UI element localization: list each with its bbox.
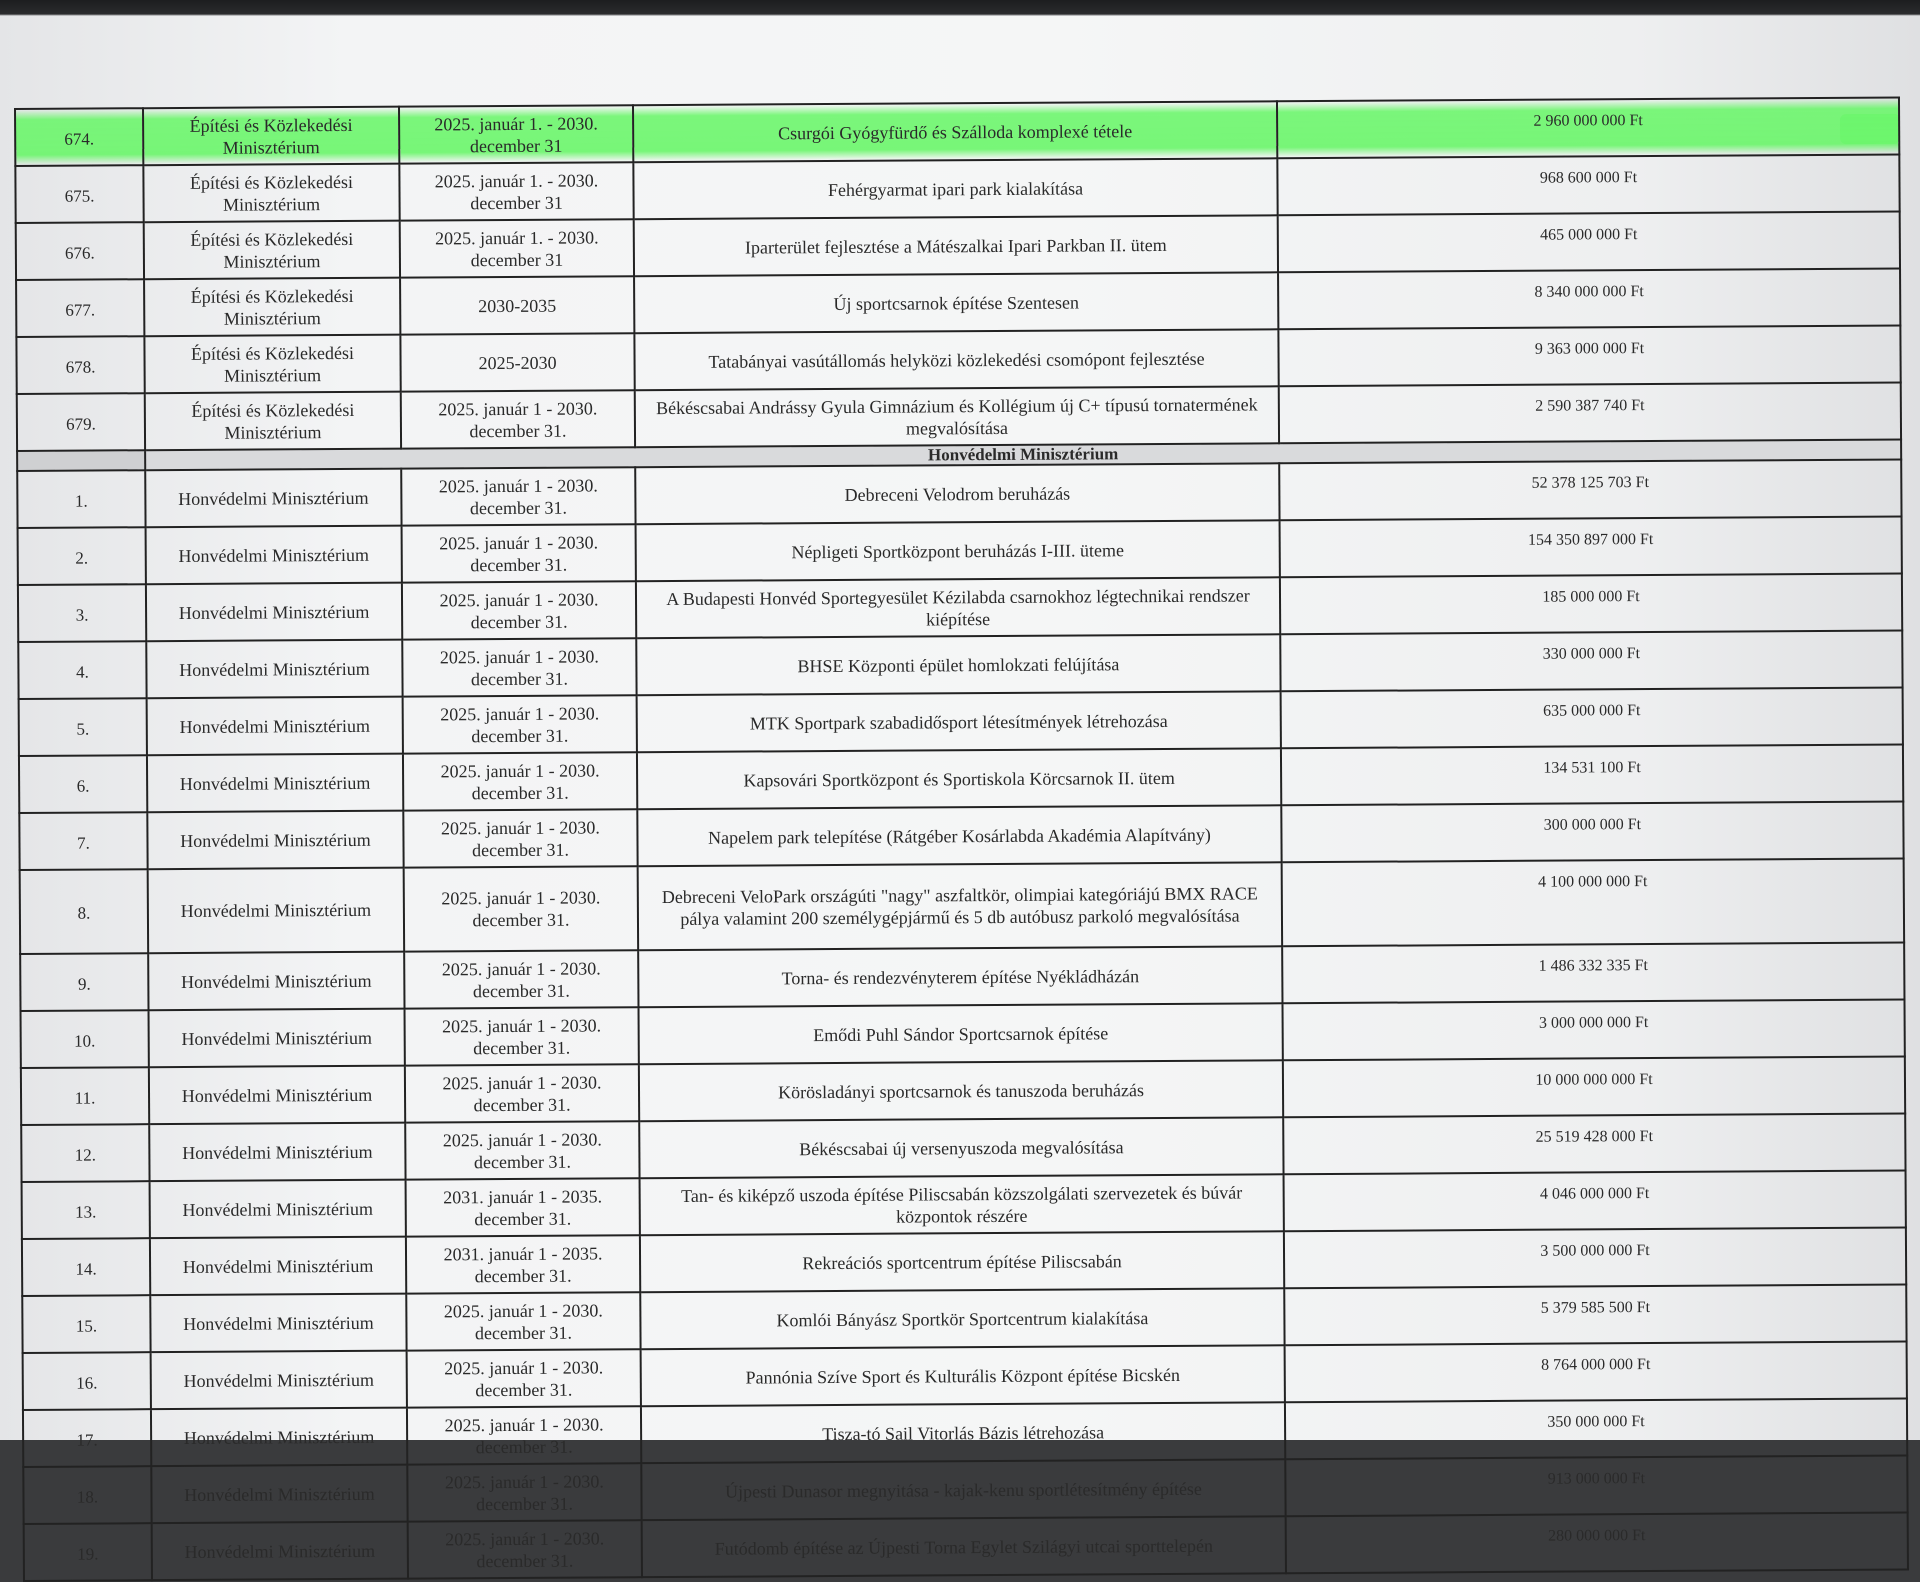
row-period: 2025-2030 [400, 333, 634, 391]
row-ministry: Honvédelmi Minisztérium [146, 640, 402, 699]
row-amount: 134 531 100 Ft [1281, 744, 1903, 805]
row-number: 675. [15, 165, 143, 223]
row-description: Komlói Bányász Sportkör Sportcentrum kialakítása [640, 1288, 1284, 1349]
table-row [24, 1512, 1908, 1581]
row-number: 676. [16, 222, 144, 280]
row-number: 15. [22, 1295, 150, 1353]
row-description: Tisza-tó Sail Vitorlás Bázis létrehozása [641, 1402, 1285, 1463]
row-period: 2025. január 1 - 2030. december 31. [405, 1007, 639, 1065]
row-number: 677. [16, 279, 144, 337]
row-ministry: Honvédelmi Minisztérium [146, 526, 402, 585]
row-amount: 968 600 000 Ft [1277, 154, 1899, 215]
row-description: Kapsovári Sportközpont és Sportiskola Körcsarnok II. ütem [637, 748, 1281, 809]
row-ministry: Építési és Közlekedési Minisztérium [145, 392, 401, 451]
row-period: 2025. január 1 - 2030. december 31. [405, 1121, 639, 1179]
row-ministry: Honvédelmi Minisztérium [151, 1351, 407, 1410]
row-number: 17. [23, 1409, 151, 1467]
row-period: 2025. január 1. - 2030. december 31 [399, 162, 633, 220]
row-number: 13. [22, 1181, 150, 1239]
row-ministry: Honvédelmi Minisztérium [146, 583, 402, 642]
row-amount: 1 486 332 335 Ft [1282, 942, 1904, 1003]
row-description: Új sportcsarnok építése Szentesen [634, 272, 1278, 333]
row-amount: 10 000 000 000 Ft [1283, 1056, 1905, 1117]
row-period: 2025. január 1 - 2030. december 31. [402, 524, 636, 582]
row-amount: 913 000 000 Ft [1285, 1455, 1907, 1516]
row-amount: 52 378 125 703 Ft [1279, 459, 1901, 520]
row-amount: 8 764 000 000 Ft [1285, 1341, 1907, 1402]
row-ministry: Honvédelmi Minisztérium [148, 952, 404, 1011]
project-table [14, 96, 1909, 1581]
row-number: 2. [18, 527, 146, 585]
row-number: 8. [20, 869, 149, 954]
row-description: Futódomb építése az Újpesti Torna Egylet Szilágyi utcai sporttelepén [642, 1516, 1286, 1577]
row-period: 2025. január 1 - 2030. december 31. [404, 866, 639, 951]
ekm-rows [15, 97, 1901, 451]
row-number: 14. [22, 1238, 150, 1296]
row-ministry: Építési és Közlekedési Minisztérium [143, 164, 399, 223]
section-title: Honvédelmi Minisztérium [145, 439, 1901, 470]
table-row [20, 858, 1904, 954]
row-number: 10. [21, 1010, 149, 1068]
row-description: MTK Sportpark szabadidősport létesítmények létrehozása [637, 691, 1281, 752]
row-description: Békéscsabai új versenyuszoda megvalósítása [639, 1117, 1283, 1178]
row-ministry: Honvédelmi Minisztérium [147, 697, 403, 756]
row-number: 18. [23, 1466, 151, 1524]
row-description: Napelem park telepítése (Rátgéber Kosárlabda Akadémia Alapítvány) [637, 805, 1281, 866]
row-amount: 185 000 000 Ft [1280, 573, 1902, 634]
row-number: 678. [16, 336, 144, 394]
row-description: A Budapesti Honvéd Sportegyesület Kézilabda csarnokhoz légtechnikai rendszer kiépítése [636, 577, 1280, 638]
row-description: Torna- és rendezvényterem építése Nyékládházán [638, 946, 1282, 1007]
row-amount: 635 000 000 Ft [1281, 687, 1903, 748]
row-ministry: Honvédelmi Minisztérium [150, 1237, 406, 1296]
hm-rows [17, 459, 1908, 1580]
row-period: 2025. január 1 - 2030. december 31. [405, 1064, 639, 1122]
row-ministry: Honvédelmi Minisztérium [150, 1180, 406, 1239]
section-spacer [17, 450, 145, 471]
row-number: 19. [24, 1523, 152, 1581]
row-number: 11. [21, 1067, 149, 1125]
row-period: 2025. január 1 - 2030. december 31. [406, 1292, 640, 1350]
row-amount: 3 000 000 000 Ft [1282, 999, 1904, 1060]
row-amount: 9 363 000 000 Ft [1278, 325, 1900, 386]
row-period: 2025. január 1 - 2030. december 31. [401, 467, 635, 525]
row-period: 2030-2035 [400, 276, 634, 334]
row-ministry: Építési és Közlekedési Minisztérium [144, 221, 400, 280]
row-period: 2031. január 1 - 2035. december 31. [406, 1235, 640, 1293]
row-ministry: Honvédelmi Minisztérium [145, 469, 401, 528]
row-description: Fehérgyarmat ipari park kialakítása [633, 158, 1277, 219]
row-ministry: Honvédelmi Minisztérium [151, 1465, 407, 1524]
row-amount: 5 379 585 500 Ft [1284, 1284, 1906, 1345]
row-number: 9. [20, 953, 148, 1011]
project-table-wrapper [14, 96, 1907, 1581]
row-period: 2025. január 1 - 2030. december 31. [403, 809, 637, 867]
row-description: Békéscsabai Andrássy Gyula Gimnázium és Kollégium új C+ típusú tornatermének megvalósítása [635, 386, 1279, 447]
row-period: 2025. január 1 - 2030. december 31. [407, 1406, 641, 1464]
row-number: 16. [23, 1352, 151, 1410]
row-number: 674. [15, 108, 143, 166]
row-period: 2025. január 1 - 2030. december 31. [401, 390, 635, 448]
row-number: 12. [21, 1124, 149, 1182]
row-amount: 3 500 000 000 Ft [1284, 1227, 1906, 1288]
row-amount: 280 000 000 Ft [1286, 1512, 1908, 1573]
row-ministry: Honvédelmi Minisztérium [149, 1123, 405, 1182]
row-description: Emődi Puhl Sándor Sportcsarnok építése [639, 1003, 1283, 1064]
row-amount: 154 350 897 000 Ft [1280, 516, 1902, 577]
row-number: 6. [19, 755, 147, 813]
row-number: 3. [18, 584, 146, 642]
row-description: Rekreációs sportcentrum építése Piliscsabán [640, 1231, 1284, 1292]
row-amount: 350 000 000 Ft [1285, 1398, 1907, 1459]
row-amount: 8 340 000 000 Ft [1278, 268, 1900, 329]
row-ministry: Honvédelmi Minisztérium [147, 754, 403, 813]
row-number: 1. [17, 470, 145, 528]
row-amount: 2 960 000 000 Ft [1277, 97, 1899, 158]
row-ministry: Honvédelmi Minisztérium [149, 1066, 405, 1125]
row-description: Népligeti Sportközpont beruházás I-III. üteme [636, 520, 1280, 581]
row-period: 2031. január 1 - 2035. december 31. [406, 1178, 640, 1236]
row-number: 7. [19, 812, 147, 870]
row-amount: 25 519 428 000 Ft [1283, 1113, 1905, 1174]
row-description: Debreceni Velodrom beruházás [635, 463, 1279, 524]
row-number: 5. [19, 698, 147, 756]
row-period: 2025. január 1. - 2030. december 31 [400, 219, 634, 277]
row-number: 4. [18, 641, 146, 699]
row-period: 2025. január 1. - 2030. december 31 [399, 105, 633, 163]
row-period: 2025. január 1 - 2030. december 31. [402, 581, 636, 639]
row-amount: 4 100 000 000 Ft [1282, 858, 1905, 946]
row-ministry: Építési és Közlekedési Minisztérium [143, 107, 399, 166]
row-amount: 465 000 000 Ft [1278, 211, 1900, 272]
row-amount: 300 000 000 Ft [1281, 801, 1903, 862]
row-description: BHSE Központi épület homlokzati felújítása [636, 634, 1280, 695]
row-description: Tatabányai vasútállomás helyközi közlekedési csomópont fejlesztése [634, 329, 1278, 390]
row-period: 2025. január 1 - 2030. december 31. [404, 950, 638, 1008]
row-period: 2025. január 1 - 2030. december 31. [407, 1349, 641, 1407]
row-ministry: Építési és Közlekedési Minisztérium [144, 278, 400, 337]
row-ministry: Honvédelmi Minisztérium [149, 1009, 405, 1068]
row-period: 2025. január 1 - 2030. december 31. [407, 1463, 641, 1521]
row-description: Csurgói Gyógyfürdő és Szálloda komplexé tétele [633, 101, 1277, 162]
row-amount: 2 590 387 740 Ft [1279, 382, 1901, 443]
row-description: Debreceni VeloPark országúti "nagy" aszfaltkör, olimpiai kategóriájú BMX RACE pálya valamint 200 személygépjármű és 5 db autóbusz parkoló megvalósítása [638, 862, 1283, 950]
row-ministry: Honvédelmi Minisztérium [152, 1522, 408, 1581]
row-ministry: Honvédelmi Minisztérium [148, 868, 405, 954]
row-description: Újpesti Dunasor megnyitása - kajak-kenu sportlétesítmény építése [641, 1459, 1285, 1520]
row-amount: 4 046 000 000 Ft [1284, 1170, 1906, 1231]
row-period: 2025. január 1 - 2030. december 31. [403, 752, 637, 810]
row-ministry: Honvédelmi Minisztérium [147, 811, 403, 870]
row-description: Iparterület fejlesztése a Mátészalkai Ipari Parkban II. ütem [634, 215, 1278, 276]
row-period: 2025. január 1 - 2030. december 31. [408, 1520, 642, 1578]
row-ministry: Építési és Közlekedési Minisztérium [144, 335, 400, 394]
row-ministry: Honvédelmi Minisztérium [151, 1408, 407, 1467]
row-period: 2025. január 1 - 2030. december 31. [403, 695, 637, 753]
row-description: Tan- és kiképző uszoda építése Piliscsabán közszolgálati szervezetek és búvár központok részére [640, 1174, 1284, 1235]
row-description: Körösladányi sportcsarnok és tanuszoda beruházás [639, 1060, 1283, 1121]
row-amount: 330 000 000 Ft [1280, 630, 1902, 691]
row-number: 679. [17, 393, 145, 451]
row-period: 2025. január 1 - 2030. december 31. [402, 638, 636, 696]
row-description: Pannónia Szíve Sport és Kulturális Központ építése Bicskén [641, 1345, 1285, 1406]
row-ministry: Honvédelmi Minisztérium [150, 1294, 406, 1353]
